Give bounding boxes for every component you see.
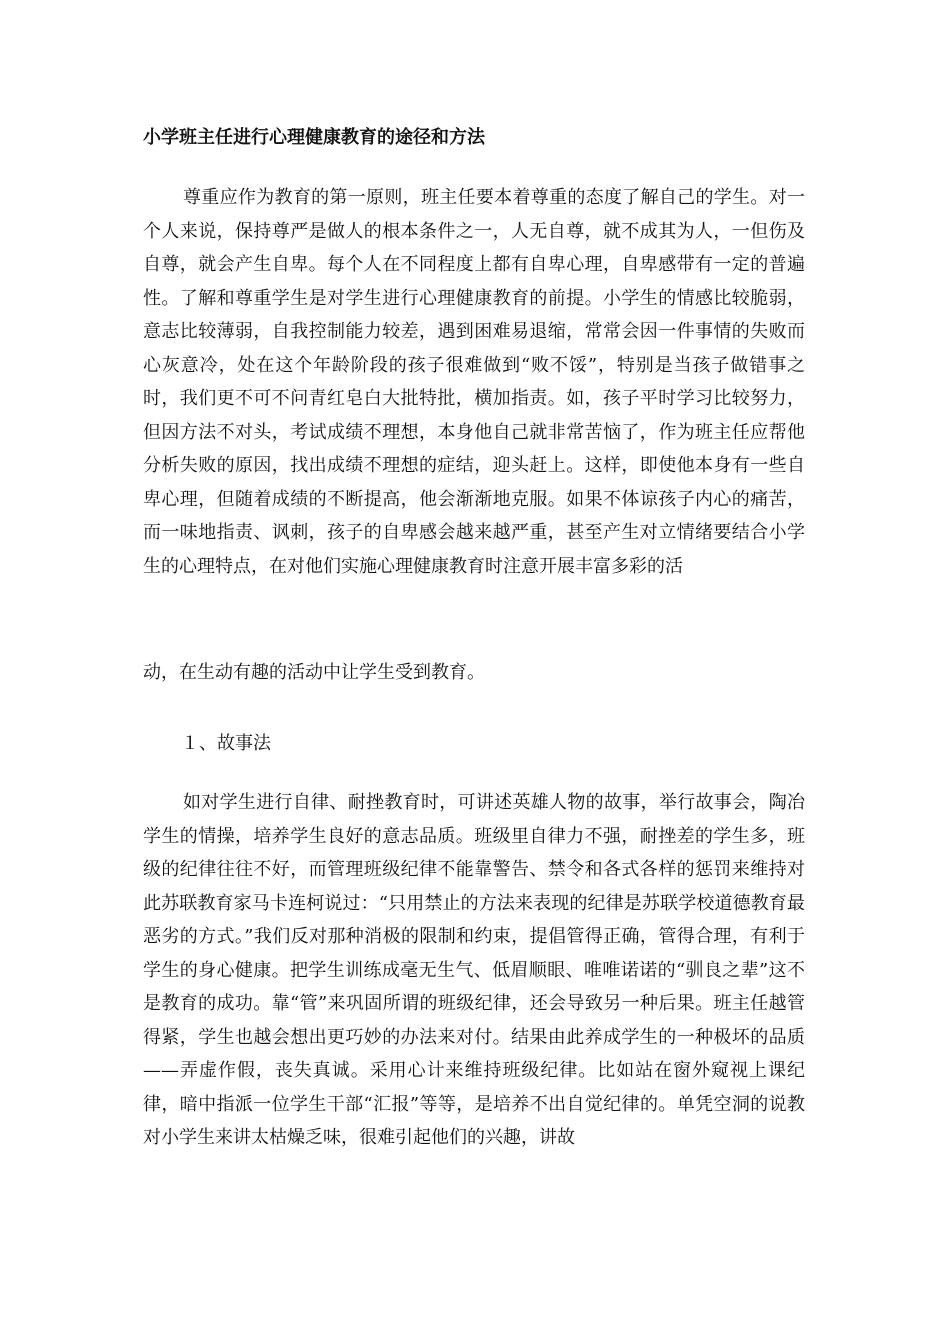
document-title: 小学班主任进行心理健康教育的途径和方法 bbox=[143, 127, 485, 148]
section-heading-story-method: １、故事法 bbox=[181, 733, 271, 754]
paragraph-activities: 动，在生动有趣的活动中让学生受到教育。 bbox=[143, 662, 485, 683]
paragraph-story-method: 如对学生进行自律、耐挫教育时，可讲述英雄人物的故事，举行故事会，陶冶学生的情操，培养学生良好的意志品质。班级里自律力不强，耐挫差的学生多，班级的纪律往往不好，而管理班级纪律不能靠警告、禁令和各式各样的惩罚来维持对此苏联教育家马卡连柯说过：“只用禁止的方法来表现的纪律是苏联学校道德教育最恶劣的方式。”我们反对那种消极的限制和约束，提倡管得正确，管得合理，有利于学生的身心健康。把学生训练成毫无生气、低眉顺眼、唯唯诺诺的“驯良之辈”这不是教育的成功。靠“管”来巩固所谓的班级纪律，还会导致另一种后果。班主任越管得紧，学生也越会想出更巧妙的办法来对付。结果由此养成学生的一种极坏的品质——弄虚作假，丧失真诚。采用心计来维持班级纪律。比如站在窗外窥视上课纪律，暗中指派一位学生干部“汇报”等等，是培养不出自觉纪律的。单凭空洞的说教对小学生来讲太枯燥乏味，很难引起他们的兴趣，讲故 bbox=[143, 792, 805, 1148]
paragraph-respect: 尊重应作为教育的第一原则，班主任要本着尊重的态度了解自己的学生。对一个人来说，保持尊严是做人的根本条件之一，人无自尊，就不成其为人，一但伤及自尊，就会产生自卑。每个人在不同程度上都有自卑心理，自卑感带有一定的普遍性。了解和尊重学生是对学生进行心理健康教育的前提。小学生的情感比较脆弱，意志比较薄弱，自我控制能力较差，遇到困难易退缩，常常会因一件事情的失败而心灰意冷，处在这个年龄阶段的孩子很难做到“败不馁”，特别是当孩子做错事之时，我们更不可不问青红皂白大批特批，横加指责。如，孩子平时学习比较努力，但因方法不对头，考试成绩不理想，本身他自己就非常苦恼了，作为班主任应帮他分析失败的原因，找出成绩不理想的症结，迎头赶上。这样，即使他本身有一些自卑心理，但随着成绩的不断提高，他会渐渐地克服。如果不体谅孩子内心的痛苦，而一味地指责、讽刺，孩子的自卑感会越来越严重，甚至产生对立情绪要结合小学生的心理特点，在对他们实施心理健康教育时注意开展丰富多彩的活 bbox=[143, 187, 805, 577]
